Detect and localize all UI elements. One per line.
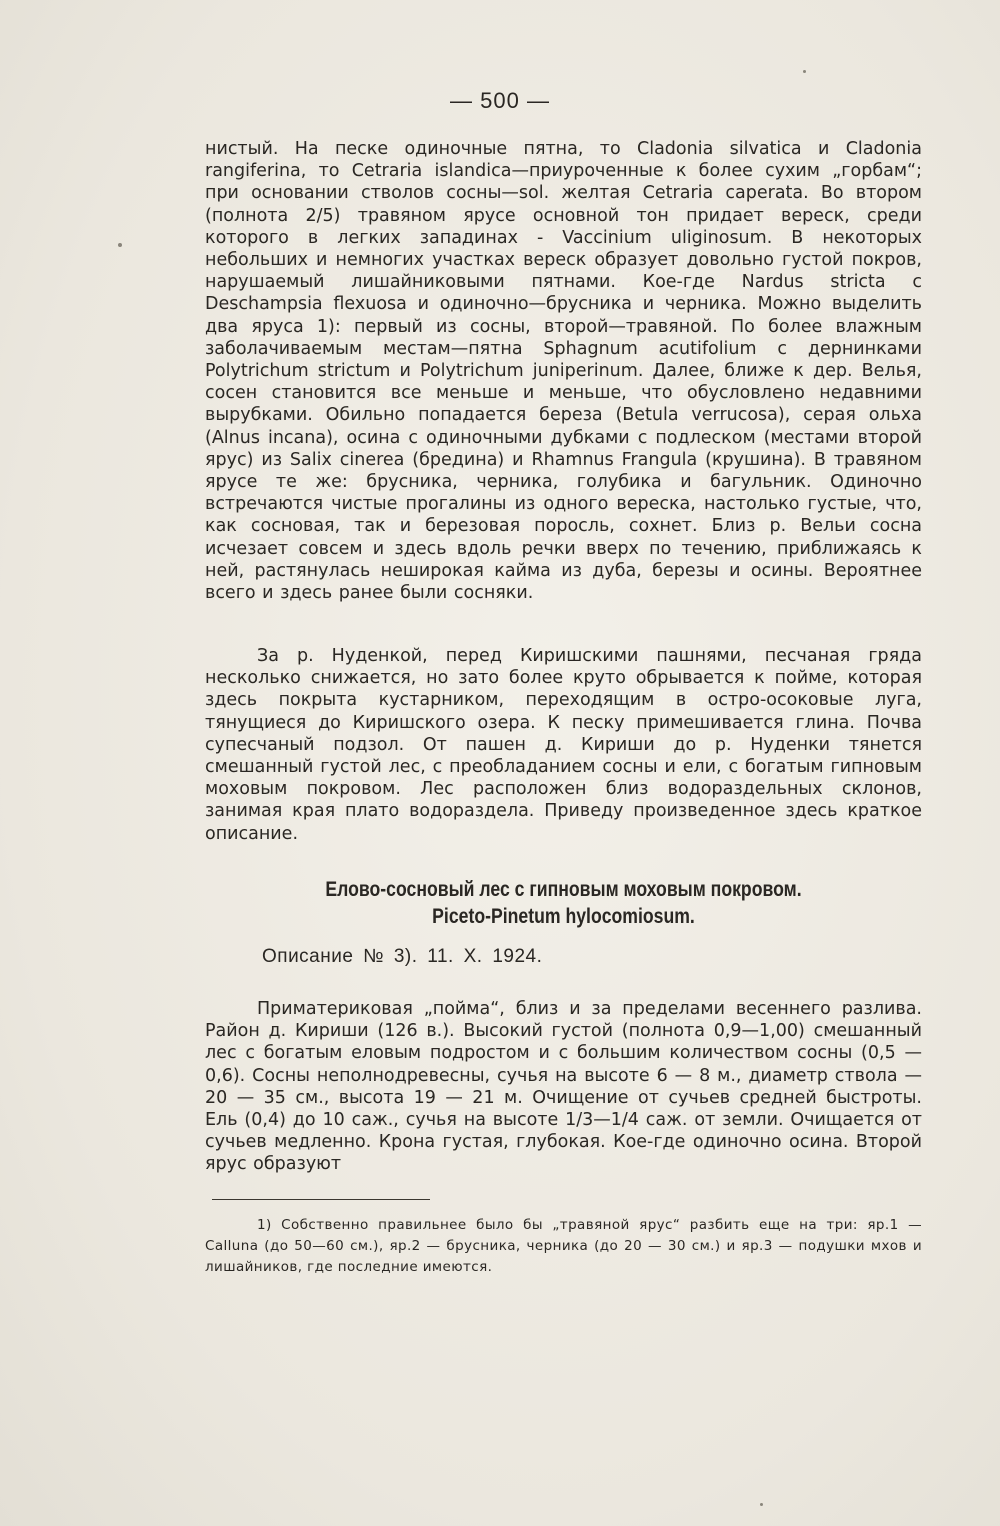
footnote [205, 1215, 922, 1278]
footnote-divider [212, 1199, 430, 1200]
section-heading-russian: Елово-сосновый лес с гипновым моховым покровом. [325, 878, 802, 901]
paragraph-text: нистый. На песке одиночные пятна, то Cladonia silvatica и Cladonia rangiferina, то Cetraria islandica—приуроченные к более сухим „горбам“; при основании стволов сосны—sol. желтая Cetraria caperata. Во втором (полнота 2/5) травяном ярусе основной тон придает вереск, среди которого в легких западинах - Vaccinium uliginosum. В некоторых небольших и немногих участках вереск образует довольно густой покров, нарушаемый лишайниковыми пятнами. Кое-где Nardus stricta с Deschampsia flexuosa и одиночно—брусника и черника. Можно выделить два яруса 1): первый из сосны, второй—травяной. По более влажным заболачиваемым местам—пятна Sphagnum acutifolium с дернинками Polytrichum strictum и Polytrichum juniperinum. Далее, ближе к дер. Велья, сосен становится все меньше и меньше, что обусловлено недавними вырубками. Обильно попадается береза (Betula verrucosa), серая ольха (Alnus incana), осина с одиночными дубками с подлеском (местами второй ярус) из Salix cinerea (бредина) и Rhamnus Frangula (крушина). В травяном ярусе те же: брусника, черника, голубика и багульник. Одиночно встречаются чистые прогалины из одного вереска, настолько густые, что, как сосновая, так и березовая поросль, сохнет. Близ р. Вельи сосна исчезает совсем и здесь вдоль речки вверх по течению, приближаясь к ней, растянулась неширокая кайма из дуба, березы и осины. Вероятнее всего и здесь ранее были сосняки. [205, 139, 922, 604]
page-number: — 500 — [450, 88, 550, 113]
paragraph-description [205, 998, 922, 1176]
paragraph-text: За р. Нуденкой, перед Киришскими пашнями, песчаная гряда несколько снижается, но зато более круто обрывается к пойме, которая здесь покрыта кустарником, переходящим в остро-осоковые луга, тянущиеся до Киришского озера. К песку примешивается глина. Почва супесчаный подзол. От пашен д. Кириши до р. Нуденки тянется смешанный густой лес, с преобладанием сосны и ели, с богатым гипновым моховым покровом. Лес расположен близ водораздельных склонов, занимая края плато водораздела. Приведу произведенное здесь краткое описание. [205, 646, 922, 844]
scan-speck [760, 1503, 763, 1506]
paragraph-text: Приматериковая „пойма“, близ и за пределами весеннего разлива. Район д. Кириши (126 в.). Высокий густой (полнота 0,9—1,00) смешанный лес с богатым еловым подростом и с большим количеством сосны (0,5 — 0,6). Сосны неполнодревесны, сучья на высоте 6 — 8 м., диаметр ствола — 20 — 35 см., высота 19 — 21 м. Очищение от сучьев средней быстроты. Ель (0,4) до 10 саж., сучья на высоте 1/3—1/4 саж. от земли. Очищается от сучьев медленно. Крона густая, глубокая. Кое-где одиночно осина. Второй ярус образуют [205, 999, 922, 1175]
description-number-date: Описание № 3). 11. X. 1924. [262, 946, 543, 967]
section-heading-latin: Piceto-Pinetum hylocomiosum. [432, 905, 695, 928]
scan-speck [803, 70, 806, 73]
paragraph-nudenka [205, 645, 922, 845]
paragraph-continued [205, 138, 922, 604]
footnote-text: 1) Собственно правильнее было бы „травяной ярус“ разбить еще на три: яр.1 — Calluna (до 50—60 см.), яр.2 — брусника, черника (до 20 — 30 см.) и яр.3 — подушки мхов и лишайников, где последние имеются. [205, 1217, 922, 1275]
scan-speck [118, 243, 122, 247]
